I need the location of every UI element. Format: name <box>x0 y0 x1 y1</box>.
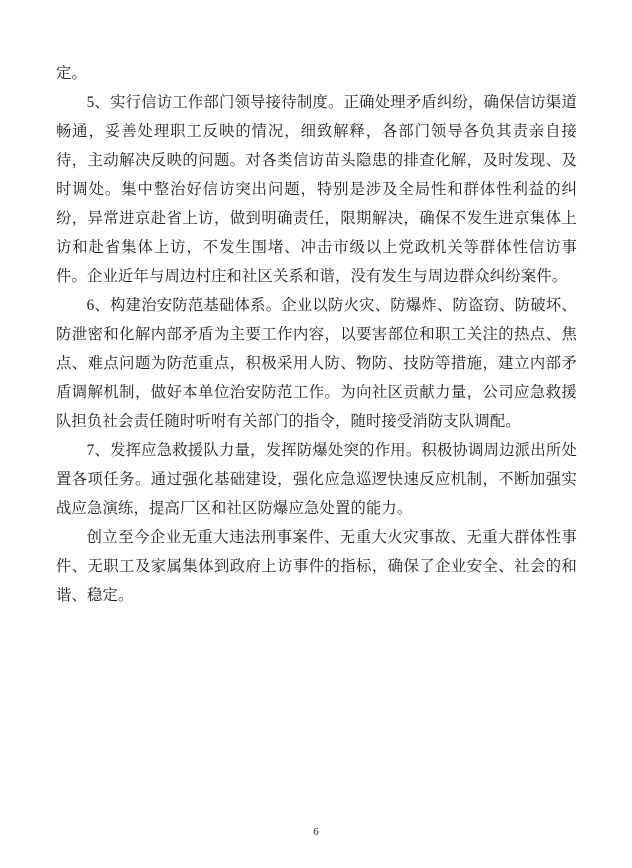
paragraph-closing: 创立至今企业无重大违法刑事案件、无重大火灾事故、无重大群体性事件、无职工及家属集体到政府上访事件的指标，确保了企业安全、社会的和谐、稳定。 <box>56 529 577 604</box>
document-body <box>56 59 577 610</box>
paragraph-item-7: 7、发挥应急救援队力量，发挥防爆处突的作用。积极协调周边派出所处置各项任务。通过强化基础建设，强化应急巡逻快速反应机制，不断加强实战应急演练，提高厂区和社区防爆应急处置的能力。 <box>56 442 577 517</box>
paragraph-item-6: 6、构建治安防范基础体系。企业以防火灾、防爆炸、防盗窃、防破坏、防泄密和化解内部矛盾为主要工作内容，以要害部位和职工关注的热点、焦点、难点问题为防范重点，积极采用人防、物防、技防等措施，建立内部矛盾调解机制，做好本单位治安防范工作。为向社区贡献力量，公司应急救援队担负社会责任随时听咐有关部门的指令，随时接受消防支队调配。 <box>56 297 577 430</box>
paragraph-item-5: 5、实行信访工作部门领导接待制度。正确处理矛盾纠纷，确保信访渠道畅通，妥善处理职工反映的情况，细致解释，各部门领导各负其责亲自接待，主动解决反映的问题。对各类信访苗头隐患的排查化解，及时发现、及时调处。集中整治好信访突出问题，特别是涉及全局性和群体性利益的纠纷，异常进京赴省上访，做到明确责任，限期解决，确保不发生进京集体上访和赴省集体上访，不发生围堵、冲击市级以上党政机关等群体性信访事件。企业近年与周边村庄和社区关系和谐，没有发生与周边群众纠纷案件。 <box>56 94 577 285</box>
paragraph-continuation: 定。 <box>56 65 87 82</box>
page-number: 6 <box>313 826 319 838</box>
